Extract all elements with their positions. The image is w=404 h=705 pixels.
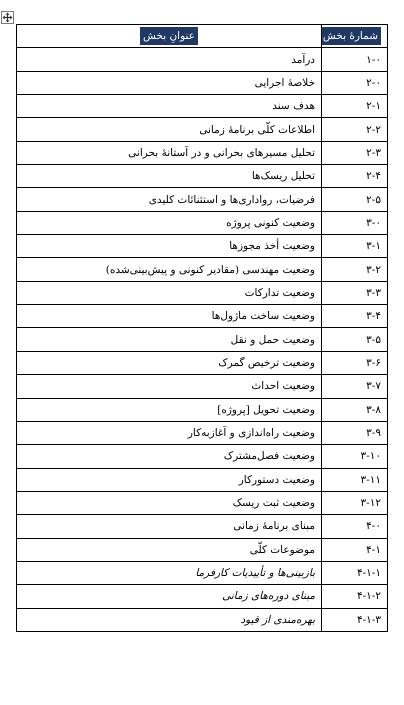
table-row	[17, 118, 388, 141]
table-row	[17, 165, 388, 188]
section-title-cell[interactable]: وضعیت فصل‌مشترک	[17, 445, 322, 468]
section-title-cell[interactable]: مبنای دوره‌های زمانی	[17, 585, 322, 608]
section-title-cell[interactable]: موضوعات کلّی	[17, 538, 322, 561]
section-number-cell[interactable]: ۳-۱۱	[322, 468, 388, 491]
section-title-cell[interactable]: وضعیت کنونی پروژه	[17, 211, 322, 234]
table-row	[17, 561, 388, 584]
section-title-cell[interactable]: خلاصهٔ اجرایی	[17, 71, 322, 94]
table-row	[17, 398, 388, 421]
section-number-cell[interactable]: ۳-۴	[322, 305, 388, 328]
table-row	[17, 468, 388, 491]
section-title-cell[interactable]: وضعیت دستورکار	[17, 468, 322, 491]
table-row	[17, 351, 388, 374]
table-row	[17, 235, 388, 258]
table-move-handle[interactable]	[1, 11, 14, 24]
section-title-cell[interactable]: وضعیت ثبت ریسک	[17, 491, 322, 514]
section-number-cell[interactable]: ۴-۱-۱	[322, 561, 388, 584]
table-row	[17, 211, 388, 234]
section-title-cell[interactable]: مبنای برنامهٔ زمانی	[17, 515, 322, 538]
section-title-cell[interactable]: وضعیت ساخت ماژول‌ها	[17, 305, 322, 328]
section-title-cell[interactable]: وضعیت راه‌اندازی و آغازبه‌کار	[17, 421, 322, 444]
section-number-cell[interactable]: ۲-۳	[322, 141, 388, 164]
move-arrows-icon	[2, 12, 13, 23]
table-row	[17, 305, 388, 328]
section-number-cell[interactable]: ۳-۳	[322, 281, 388, 304]
section-number-cell[interactable]: ۴-۱-۳	[322, 608, 388, 631]
section-title-cell[interactable]: وضعیت تحویل [پروژه]	[17, 398, 322, 421]
section-number-cell[interactable]: ۳-۲	[322, 258, 388, 281]
section-number-cell[interactable]: ۲-۲	[322, 118, 388, 141]
section-number-cell[interactable]: ۱-۰	[322, 48, 388, 71]
section-title-cell[interactable]: تحلیل مسیرهای بحرانی و در آستانهٔ بحرانی	[17, 141, 322, 164]
section-title-cell[interactable]: وضعیت ترخیص گمرک	[17, 351, 322, 374]
section-number-cell[interactable]: ۳-۱۲	[322, 491, 388, 514]
table-row	[17, 608, 388, 631]
table-row	[17, 188, 388, 211]
table-row	[17, 71, 388, 94]
section-number-cell[interactable]: ۳-۸	[322, 398, 388, 421]
section-number-cell[interactable]: ۳-۷	[322, 375, 388, 398]
section-title-cell[interactable]: بهره‌مندی از قیود	[17, 608, 322, 631]
table-row	[17, 375, 388, 398]
table-row	[17, 538, 388, 561]
section-number-cell[interactable]: ۳-۵	[322, 328, 388, 351]
table-row	[17, 491, 388, 514]
section-title-cell[interactable]: فرضیات، رواداری‌ها و استثنائات کلیدی	[17, 188, 322, 211]
table-row	[17, 515, 388, 538]
section-number-cell[interactable]: ۴-۰	[322, 515, 388, 538]
table-header-row	[17, 25, 388, 48]
section-number-cell[interactable]: ۲-۱	[322, 95, 388, 118]
table-row	[17, 258, 388, 281]
section-number-cell[interactable]: ۳-۱۰	[322, 445, 388, 468]
table-row	[17, 585, 388, 608]
section-number-cell[interactable]: ۳-۹	[322, 421, 388, 444]
table-row	[17, 48, 388, 71]
section-number-cell[interactable]: ۲-۵	[322, 188, 388, 211]
section-title-cell[interactable]: بازبینی‌ها و تأییدیات کارفرما	[17, 561, 322, 584]
header-label-title: عنوانِ بخش	[140, 27, 198, 45]
table-row	[17, 328, 388, 351]
section-title-cell[interactable]: وضعیت تدارکات	[17, 281, 322, 304]
header-label-number: شمارهٔ بخش	[322, 27, 382, 45]
section-title-cell[interactable]: هدف سند	[17, 95, 322, 118]
section-title-cell[interactable]: وضعیت أخذ مجوزها	[17, 235, 322, 258]
table-row	[17, 421, 388, 444]
section-number-cell[interactable]: ۳-۶	[322, 351, 388, 374]
section-number-cell[interactable]: ۴-۱	[322, 538, 388, 561]
section-number-cell[interactable]: ۳-۰	[322, 211, 388, 234]
section-number-cell[interactable]: ۳-۱	[322, 235, 388, 258]
section-title-cell[interactable]: اطلاعات کلّی برنامهٔ زمانی	[17, 118, 322, 141]
table-row	[17, 445, 388, 468]
section-number-cell[interactable]: ۴-۱-۲	[322, 585, 388, 608]
section-title-cell[interactable]: تحلیل ریسک‌ها	[17, 165, 322, 188]
header-cell-title[interactable]	[17, 25, 322, 48]
table-row	[17, 281, 388, 304]
section-number-cell[interactable]: ۲-۴	[322, 165, 388, 188]
section-title-cell[interactable]: وضعیت احداث	[17, 375, 322, 398]
section-title-cell[interactable]: درآمد	[17, 48, 322, 71]
table-row	[17, 95, 388, 118]
header-cell-number[interactable]	[322, 25, 388, 48]
sections-table	[16, 24, 388, 632]
section-number-cell[interactable]: ۲-۰	[322, 71, 388, 94]
section-title-cell[interactable]: وضعیت حمل و نقل	[17, 328, 322, 351]
section-title-cell[interactable]: وضعیت مهندسی (مقادیر کنونی و پیش‌بینی‌شده)	[17, 258, 322, 281]
table-row	[17, 141, 388, 164]
